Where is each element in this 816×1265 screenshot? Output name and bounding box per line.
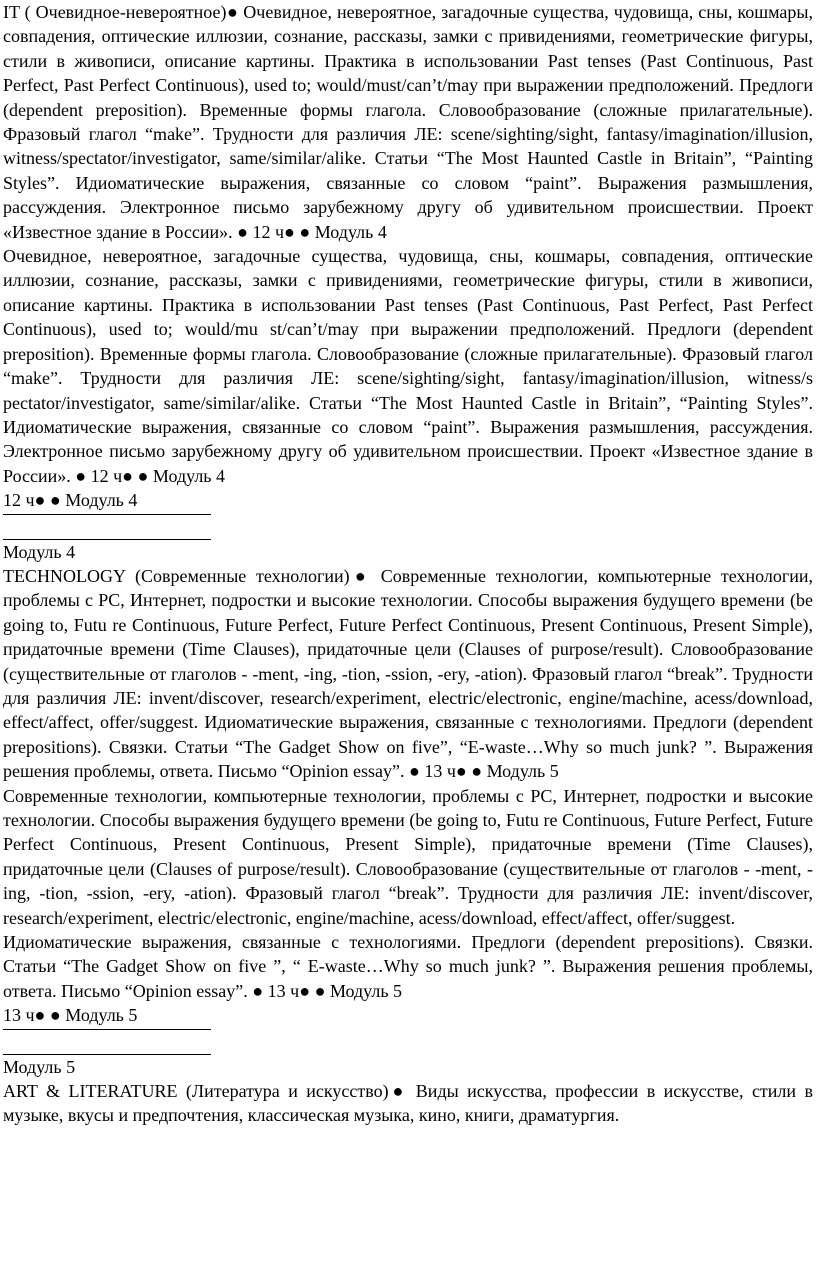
module-4-detail-paragraph-continued: Идиоматические выражения, связанные с технологиями. Предлоги (dependent prepositions). Связки. Статьи “The Gadget Show on five ”, “ E-waste…Why so much junk? ”. Выражения решения проблемы, ответа. Письмо “Opinion essay”. ● 13 ч● ● Модуль 5 xyxy=(3,932,813,1001)
spacer xyxy=(3,515,813,539)
module-4-detail-paragraph: Современные технологии, компьютерные технологии, проблемы с PC, Интернет, подростки и высокие технологии. Способы выражения будущего времени (be going to, Futu re Continuous, Future Perfect, Future Perfect Continuous, Present Continuous, Present Simple), придаточные времени (Time Clauses), придаточные цели (Clauses of purpose/result). Словообразование (существительные от глаголов - -ment, -ing, -tion, -ssion, -ery, -ation). Фразовый глагол “break”. Трудности для различия ЛЕ: invent/discover, research/experiment, electric/electronic, engine/machine, acess/download, effect/affect, offer/suggest. xyxy=(3,785,813,928)
module-3-detail-paragraph: Очевидное, невероятное, загадочные существа, чудовища, сны, кошмары, совпадения, оптические иллюзии, сознание, рассказы, замки с привидениями, геометрические фигуры, стили в живописи, описание картины. Практика в использовании Past tenses (Past Continuous, Past Perfect, Past Perfect Continuous), used to; would/mu st/can’t/may при выражении предположений. Предлоги (dependent preposition). Временные формы глагола. Словообразование (сложные прилагательные). Фразовый глагол “make”. Трудности для различия ЛЕ: scene/sighting/sight, fantasy/imagination/illusion, witness/s pectator/investigator, same/similar/alike. Статьи “The Most Haunted Castle in Britain”, “Painting Styles”. Идиоматические выражения, связанные со словом “paint”. Выражения размышления, рассуждения. Электронное письмо зарубежному другу об удивительном происшествии. Проект «Известное здание в России». ● 12 ч● ● Модуль 4 xyxy=(3,246,813,486)
module-3-summary-paragraph: IT ( Очевидное-невероятное)● Очевидное, невероятное, загадочные существа, чудовища, сны, кошмары, совпадения, оптические иллюзии, сознание, рассказы, замки с привидениями, геометрические фигуры, стили в живописи, описание картины. Практика в использовании Past tenses (Past Continuous, Past Perfect, Past Perfect Continuous), used to; would/must/can’t/may при выражении предположений. Предлоги (dependent preposition). Временные формы глагола. Словообразование (сложные прилагательные). Фразовый глагол “make”. Трудности для различия ЛЕ: scene/sighting/sight, fantasy/imagination/illusion, witness/spectator/investigator, same/similar/alike. Статьи “The Most Haunted Castle in Britain”, “Painting Styles”. Идиоматические выражения, связанные со словом “paint”. Выражения размышления, рассуждения. Электронное письмо зарубежному другу об удивительном происшествии. Проект «Известное здание в России». ● 12 ч● ● Модуль 4 xyxy=(3,2,813,242)
module-4-hours-footer: 13 ч● ● Модуль 5 xyxy=(3,1005,138,1026)
module-5-heading: Модуль 5 xyxy=(3,1056,76,1077)
module-4-summary-paragraph: TECHNOLOGY (Современные технологии)● Современные технологии, компьютерные технологии, проблемы с PC, Интернет, подростки и высокие технологии. Способы выражения будущего времени (be going to, Futu re Continuous, Future Perfect, Future Perfect Continuous, Present Continuous, Present Simple), придаточные времени (Time Clauses), придаточные цели (Clauses of purpose/result). Словообразование (существительные от глаголов - -ment, -ing, -tion, -ssion, -ery, -ation). Фразовый глагол “break”. Трудности для различия ЛЕ: invent/discover, research/experiment, electric/electronic, engine/machine, acess/download, effect/affect, offer/suggest. Идиоматические выражения, связанные с технологиями. Предлоги (dependent prepositions). Связки. Статьи “The Gadget Show on five”, “E-waste…Why so much junk? ”. Выражения решения проблемы, ответа. Письмо “Opinion essay”. ● 13 ч● ● Модуль 5 xyxy=(3,565,813,782)
spacer xyxy=(3,1030,813,1054)
module-4-heading: Модуль 4 xyxy=(3,541,76,562)
module-3-hours-footer: 12 ч● ● Модуль 4 xyxy=(3,490,138,511)
module-5-summary-paragraph: ART & LITERATURE (Литература и искусство)● Виды искусства, профессии в искусстве, стили в музыке, вкусы и предпочтения, классическая музыка, кино, книги, драматургия. xyxy=(3,1081,813,1126)
